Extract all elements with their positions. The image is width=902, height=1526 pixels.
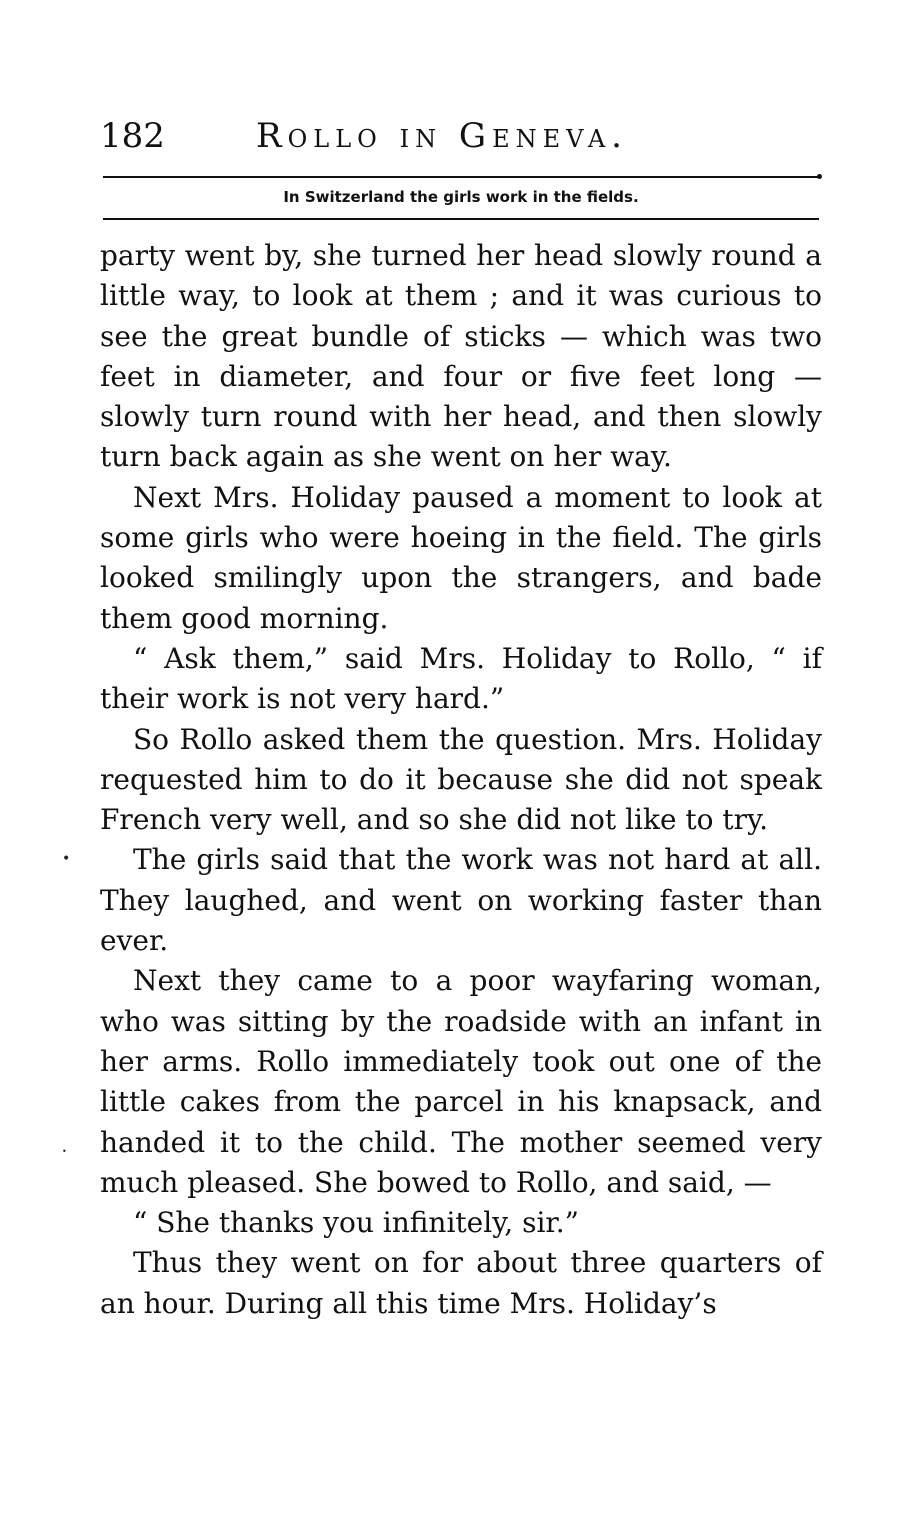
paragraph: The girls said that the work was not hard at all. They laughed, and went on working faster than ever. xyxy=(100,843,822,958)
paragraph: “ She thanks you infinitely, sir.” xyxy=(133,1206,579,1240)
header-rule-bottom xyxy=(103,218,819,220)
page-header xyxy=(100,116,822,164)
margin-speck: • xyxy=(62,1147,67,1156)
body-text xyxy=(100,236,822,1324)
paragraph: Next they came to a poor wayfaring woman, who was sitting by the roadside with an infant in her arms. Rollo immediately took out one of the little cakes from the parcel in his knapsack, and handed it to the child. The mother seemed very much pleased. She bowed to Rollo, and said, — xyxy=(100,964,822,1199)
section-subheading: In Switzerland the girls work in the fields. xyxy=(283,188,639,206)
paragraph: So Rollo asked them the question. Mrs. Holiday requested him to do it because she did not speak French very well, and so she did not like to try. xyxy=(100,722,822,837)
page-number: 182 xyxy=(100,116,165,156)
running-title: Rollo in Geneva. xyxy=(256,116,628,156)
paragraph: Next Mrs. Holiday paused a moment to look at some girls who were hoeing in the field. The girls looked smilingly upon the strangers, and bade them good morning. xyxy=(100,480,822,635)
margin-speck: • xyxy=(62,851,71,867)
paragraph: party went by, she turned her head slowly round a little way, to look at them ; and it was curious to see the great bundle of sticks — which was two feet in diameter, and four or five feet long — slowly turn round with her head, and then slowly turn back again as she went on her way. xyxy=(100,239,822,474)
paragraph: Thus they went on for about three quarters of an hour. During all this time Mrs. Holiday’s xyxy=(100,1246,822,1320)
header-rule-top xyxy=(103,176,819,178)
paragraph: “ Ask them,” said Mrs. Holiday to Rollo, “ if their work is not very hard.” xyxy=(100,641,822,716)
